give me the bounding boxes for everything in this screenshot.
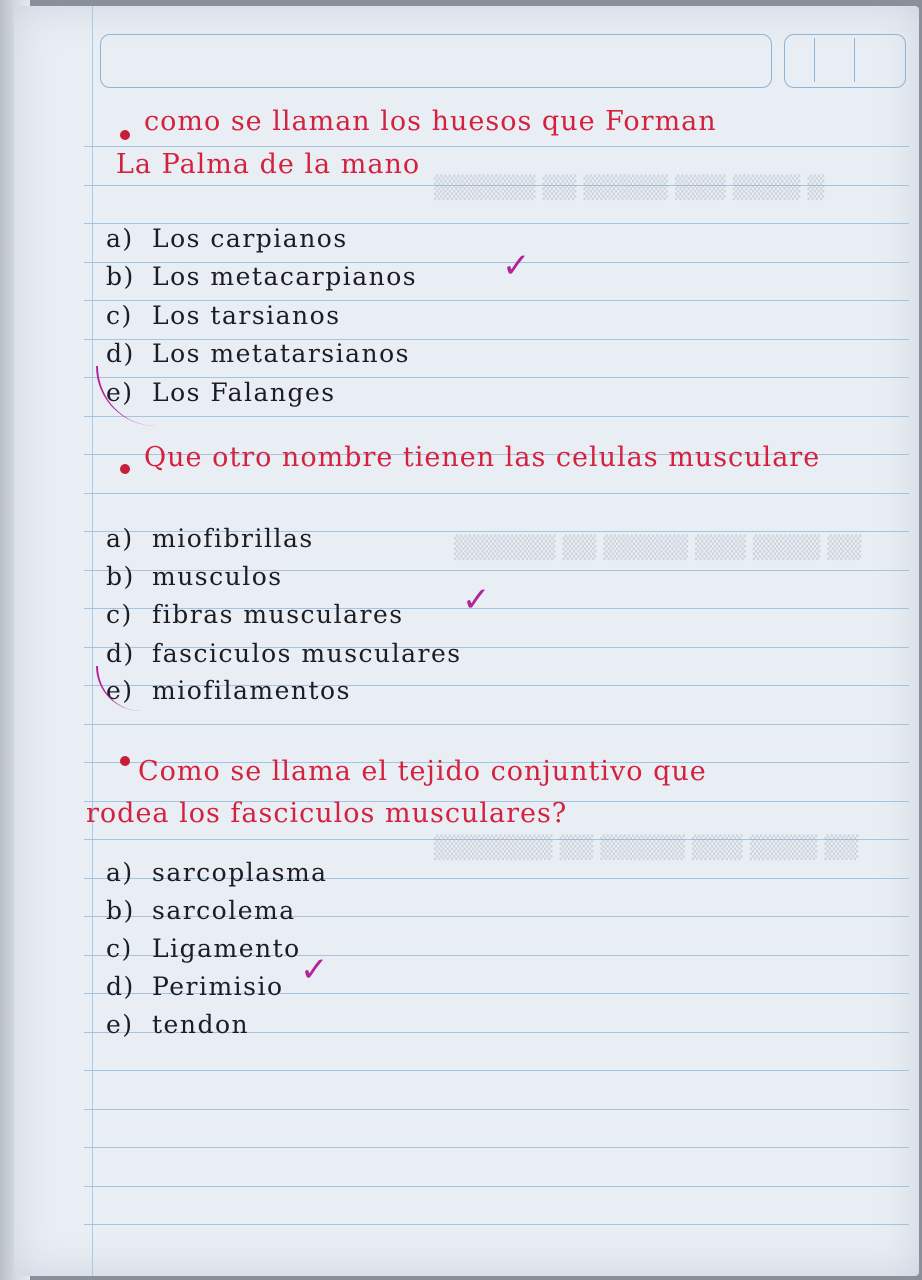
question-2-option-b: b) musculos xyxy=(106,562,283,591)
check-mark-icon: ✓ xyxy=(300,950,329,990)
question-1-option-b: b) Los metacarpianos xyxy=(106,262,418,291)
question-1-option-a: a) Los carpianos xyxy=(106,224,348,253)
check-mark-icon: ✓ xyxy=(462,580,491,620)
question-3-option-c: c) Ligamento xyxy=(106,934,301,963)
question-1-option-c: c) Los tarsianos xyxy=(106,301,341,330)
question-1-option-d: d) Los metatarsianos xyxy=(106,339,410,368)
question-1-line-2: La Palma de la mano xyxy=(116,149,421,180)
notebook-page xyxy=(14,6,919,1276)
question-2-option-a: a) miofibrillas xyxy=(106,524,314,553)
question-3-option-b: b) sarcolema xyxy=(106,896,296,925)
bleed-through-text: ▒▒ ▒▒▒▒ ▒▒▒ ▒▒▒▒▒ ▒▒ ▒▒▒▒▒▒▒ xyxy=(434,836,859,861)
question-3-option-e: e) tendon xyxy=(106,1010,250,1039)
ruled-line xyxy=(84,416,909,417)
bleed-through-text: ▒▒ ▒▒▒▒ ▒▒▒ ▒▒▒▒▒ ▒▒ ▒▒▒▒▒▒ xyxy=(454,536,862,561)
question-bullet xyxy=(120,756,130,766)
ruled-line xyxy=(84,1186,909,1187)
date-box-divider xyxy=(854,38,855,82)
ruled-line xyxy=(84,1109,909,1110)
ruled-line xyxy=(84,1147,909,1148)
date-box-divider xyxy=(814,38,815,82)
question-2-line-1: Que otro nombre tienen las celulas musculare xyxy=(144,442,821,473)
question-1-line-1: como se llaman los huesos que Forman xyxy=(144,106,717,137)
question-3-option-d: d) Perimisio xyxy=(106,972,284,1001)
pen-stroke xyxy=(96,366,178,426)
question-2-option-c: c) fibras musculares xyxy=(106,600,404,629)
question-bullet xyxy=(120,464,130,474)
ruled-line xyxy=(84,146,909,147)
question-2-option-e: e) miofilamentos xyxy=(106,676,351,705)
question-3-option-a: a) sarcoplasma xyxy=(106,858,328,887)
question-2-option-d: d) fasciculos musculares xyxy=(106,639,462,668)
date-box xyxy=(784,34,906,88)
ruled-line xyxy=(84,493,909,494)
question-3-line-2: rodea los fasciculos musculares? xyxy=(86,798,568,829)
check-mark-icon: ✓ xyxy=(502,246,531,286)
question-bullet xyxy=(120,130,130,140)
question-3-line-1: Como se llama el tejido conjuntivo que xyxy=(138,756,707,787)
ruled-line xyxy=(84,1070,909,1071)
question-1-option-e: e) Los Falanges xyxy=(106,378,336,407)
ruled-line xyxy=(84,724,909,725)
header-box xyxy=(100,34,772,88)
bleed-through-text: ▒ ▒▒▒▒ ▒▒▒ ▒▒▒▒▒ ▒▒ ▒▒▒▒▒▒ xyxy=(434,176,825,201)
margin-line xyxy=(92,6,93,1276)
ruled-line xyxy=(84,1224,909,1225)
